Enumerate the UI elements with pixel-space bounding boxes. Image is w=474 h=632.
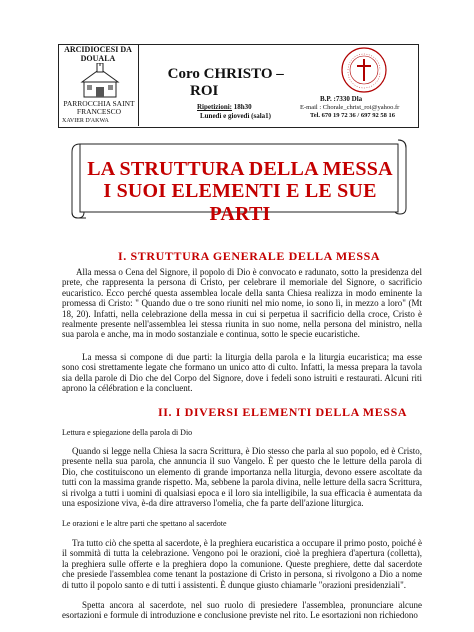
paragraph-text: La messa si compone di due parti: la liturgia della parola e la liturgia eucaristica; ma esse sono cosi strettamente legate che formano un unico atto di culto. Infatti, la messa prepara la tavola sia della parole di Dio che del Corpo del Signore, dove i fedeli sono istruiti e restaurati. Alcuni riti aprono la célébration e la concluent. <box>62 352 422 394</box>
symbol-right:   <box>398 57 407 69</box>
archdiocese-name: ARCIDIOCESI DA DOUALA <box>64 45 132 63</box>
symbol-left:   <box>318 57 327 69</box>
church-icon <box>80 63 120 99</box>
banner-title-line2: I SUOI ELEMENTI E LE SUE PARTI <box>103 180 377 225</box>
parish-subtitle: XAVIER D'AKWA <box>62 118 109 124</box>
choir-name-line1:  Coro CHRISTO – <box>156 66 284 82</box>
banner-title-line1: LA STRUTTURA DELLA MESSA <box>87 158 393 180</box>
rehearsal-time: 18h30 <box>232 103 252 111</box>
section1-heading: I. STRUTTURA GENERALE DELLA MESSA <box>118 249 381 263</box>
paragraph-text: Spetta ancora al sacerdote, nel suo ruolo di presiedere l'assemblea, pronunciare alcune esortazioni e formule di introduzione e conclusione previste nel rito. Le esortazioni non richiedono <box>62 600 422 621</box>
section1-paragraph1 <box>62 267 422 340</box>
section2-paragraph3 <box>62 600 422 621</box>
choir-logo <box>340 46 388 94</box>
section2-subheading2: Le orazioni e le altre parti che spettano al sacerdote <box>62 519 227 528</box>
section1-paragraph2 <box>62 352 422 394</box>
section2-paragraph1 <box>62 446 422 508</box>
paragraph-text: Quando si legge nella Chiesa la sacra Scrittura, è Dio stesso che parla al suo popolo, ed è Cristo, presente nella sua parola, che annuncia il suo Vangelo. È per questo che le letture della parola di Dio, che costituiscono un elemento di grande importanza nella liturgia, devono essere ascoltate da tutti con la massima grande rispetto. Ma, sebbene la parola divina, nelle letture della sacra Scrittura, si rivolga a tutti i uomini di qualsiasi epoca e il loro sia intelligibile, la sua efficacia è aumentata da una esposizione viva, è-da dire attraverso l'omelia, che fa parte dell'azione liturgica. <box>62 446 422 509</box>
contact-phone: Tel. 670 19 72 36 / 697 92 58 16 <box>310 112 395 119</box>
postal-box: B.P. :7330 Dla <box>320 95 363 103</box>
paragraph-text: Tra tutto ciò che spetta al sacerdote, è la preghiera eucaristica a occupare il primo posto, poiché è il sommità di tutta la celebrazione. Vengono poi le orazioni, cioè la preghiera d'apertura (colletta), la preghiera sulle offerte e la preghiera dopo la comunione. Queste preghiere, dette dal sacerdote che presiede l'assemblea come tenant la postazione di Cristo in persona, si rivolgono a Dio a nome di tutto il popolo santo e di tutti i assistenti. È dunque giusto chiamarle "orazioni presidenziali". <box>62 538 422 590</box>
parish-name: PARROCCHIA SAINT FRANCESCO <box>63 99 135 116</box>
section2-paragraph2 <box>62 538 422 590</box>
rehearsal-days: Lunedì e giovedì (sala1) <box>200 112 271 120</box>
choir-name-line2: ROI  <box>190 83 231 99</box>
paragraph-text: Alla messa o Cena del Signore, il popolo di Dio è convocato e radunato, sotto la presidenza del prete, che rappresenta la persona di Cristo, per celebrare il memoriale del Signore, o sacrificio eucaristico. Ecco perché questa assemblea locale della santa Chiesa realizza in modo eminente la promessa di Cristo: " Quando due o tre sono riuniti nel mio nome, io sono lì, in mezzo a loro" (Mt 18, 20). Infatti, nella celebrazione della messa in cui si perpetua il sacrificio della croce, Cristo è realmente presente nell'assemblea lei stessa riunita in suo nome, nella persona del ministro, nella sua parola e anche, ma in modo sostanziale e continua, sotto le specie eucaristiche. <box>62 267 422 340</box>
rehearsal-label: Ripetizioni: <box>197 103 232 111</box>
section2-heading: II. I DIVERSI ELEMENTI DELLA MESSA <box>158 405 408 419</box>
section2-subheading1: Lettura e spiegazione della parola di Dio <box>62 428 193 437</box>
contact-email: E-mail : Chorale_christ_roi@yahoo.fr <box>300 104 400 111</box>
rehearsal-info <box>197 103 252 111</box>
